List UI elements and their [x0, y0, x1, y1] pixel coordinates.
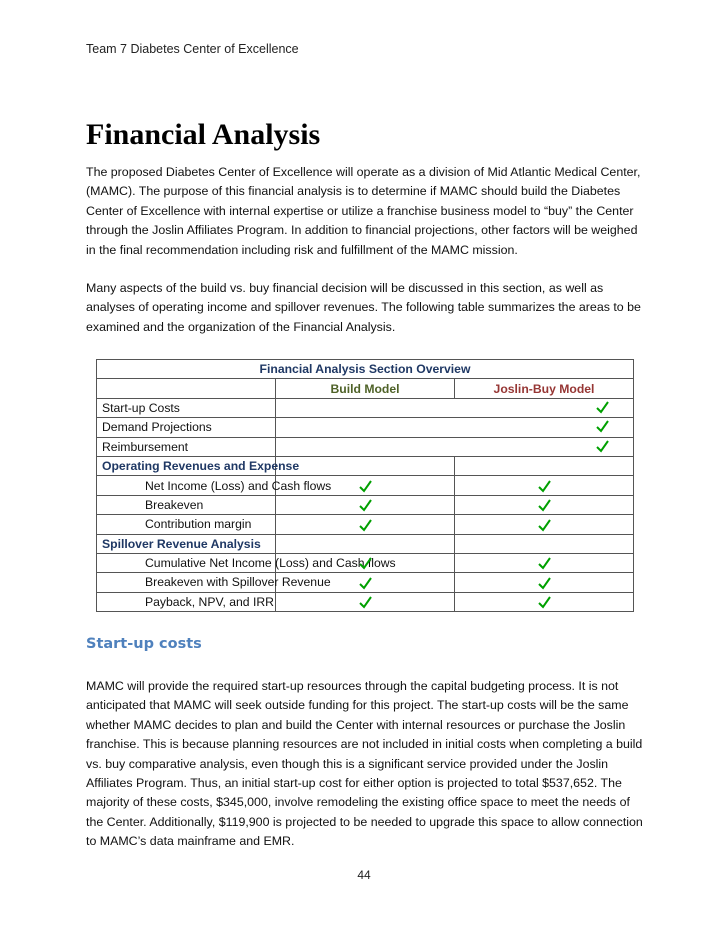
section-label: Operating Revenues and Expense — [97, 456, 276, 475]
intro-paragraph: The proposed Diabetes Center of Excellence will operate as a division of Mid Atlantic Medical Center, (MAMC). The purpose of this financial analysis is to determine if MAMC should build the Diabetes Center of Excellence with internal expertise or utilize a franchise business model to “buy” the Center through the Joslin Affiliates Program. In addition to financial projections, other factors will be weighed in the final recommendation including risk and fulfillment of the MAMC mission. — [86, 165, 641, 257]
row-label: Breakeven — [97, 495, 276, 514]
empty-cell — [455, 534, 634, 553]
startup-costs-paragraph: MAMC will provide the required start-up resources through the capital budgeting process. It is not anticipated that MAMC will seek outside funding for this project. The start-up costs will be the same whether MAMC decides to plan and build the Center with internal resources or purchase the Joslin franchise. This is because planning resources are not included in initial costs when completing a build vs. buy comparative analysis, even though this is a significant service provided under the Joslin Affiliates Program. Thus, an initial start-up cost for either option is projected to total $537,652. The majority of these costs, $345,000, involve remodeling the existing office space to meet the needs of the Center. Additionally, $119,900 is projected to be needed to upgrade this space to allow connection to MAMC’s data mainframe and EMR. — [86, 679, 643, 849]
checkmark-icon — [538, 596, 551, 609]
joslin-check-cell — [455, 553, 634, 572]
empty-cell — [455, 456, 634, 475]
joslin-check-cell — [455, 573, 634, 592]
checkmark-icon — [596, 420, 609, 433]
empty-cell — [276, 534, 455, 553]
joslin-buy-model-header: Joslin-Buy Model — [455, 379, 634, 398]
financial-analysis-overview-table — [96, 359, 634, 612]
row-label: Cumulative Net Income (Loss) and Cash flows — [97, 553, 276, 572]
table-header-row — [97, 379, 634, 398]
checkmark-icon — [359, 499, 372, 512]
row-label: Demand Projections — [97, 418, 276, 437]
table-row — [97, 515, 634, 534]
checkmark-icon — [359, 596, 372, 609]
checkmark-icon — [359, 557, 372, 570]
checkmark-icon — [359, 480, 372, 493]
joslin-check-cell — [455, 515, 634, 534]
table-row — [97, 476, 634, 495]
page-header: Team 7 Diabetes Center of Excellence — [86, 42, 299, 56]
row-label: Start-up Costs — [97, 398, 276, 417]
overview-paragraph: Many aspects of the build vs. buy financial decision will be discussed in this section, as well as analyses of operating income and spillover revenues. The following table summarizes the areas to be examined and the organization of the Financial Analysis. — [86, 281, 641, 334]
section-label: Spillover Revenue Analysis — [97, 534, 276, 553]
section-row-operating — [97, 456, 634, 475]
checkmark-icon — [538, 557, 551, 570]
row-label: Payback, NPV, and IRR — [97, 592, 276, 611]
checkmark-icon — [359, 577, 372, 590]
empty-cell — [276, 456, 455, 475]
checkmark-icon — [596, 401, 609, 414]
section-row-spillover — [97, 534, 634, 553]
checkmark-icon — [538, 577, 551, 590]
page-number: 44 — [357, 868, 371, 882]
build-check-cell — [276, 495, 455, 514]
table-caption: Financial Analysis Section Overview — [97, 360, 634, 379]
table-caption-row — [97, 360, 634, 379]
checkmark-icon — [538, 480, 551, 493]
checkmark-icon — [359, 519, 372, 532]
table-row — [97, 398, 634, 417]
overview-table-container — [96, 359, 634, 612]
row-label: Net Income (Loss) and Cash flows — [97, 476, 276, 495]
checkmark-icon — [538, 519, 551, 532]
row-label: Contribution margin — [97, 515, 276, 534]
build-model-header: Build Model — [276, 379, 455, 398]
table-row — [97, 418, 634, 437]
page-title: Financial Analysis — [86, 118, 321, 151]
checkmark-cell — [276, 437, 634, 456]
checkmark-icon — [538, 499, 551, 512]
joslin-check-cell — [455, 592, 634, 611]
table-row — [97, 592, 634, 611]
row-label: Reimbursement — [97, 437, 276, 456]
table-row — [97, 495, 634, 514]
checkmark-icon — [596, 440, 609, 453]
checkmark-cell — [276, 418, 634, 437]
build-check-cell — [276, 592, 455, 611]
row-label: Breakeven with Spillover Revenue — [97, 573, 276, 592]
startup-costs-heading: Start-up costs — [86, 636, 202, 652]
joslin-check-cell — [455, 495, 634, 514]
build-check-cell — [276, 515, 455, 534]
joslin-check-cell — [455, 476, 634, 495]
table-row — [97, 437, 634, 456]
table-row — [97, 573, 634, 592]
header-empty-cell — [97, 379, 276, 398]
table-row — [97, 553, 634, 572]
checkmark-cell — [276, 398, 634, 417]
